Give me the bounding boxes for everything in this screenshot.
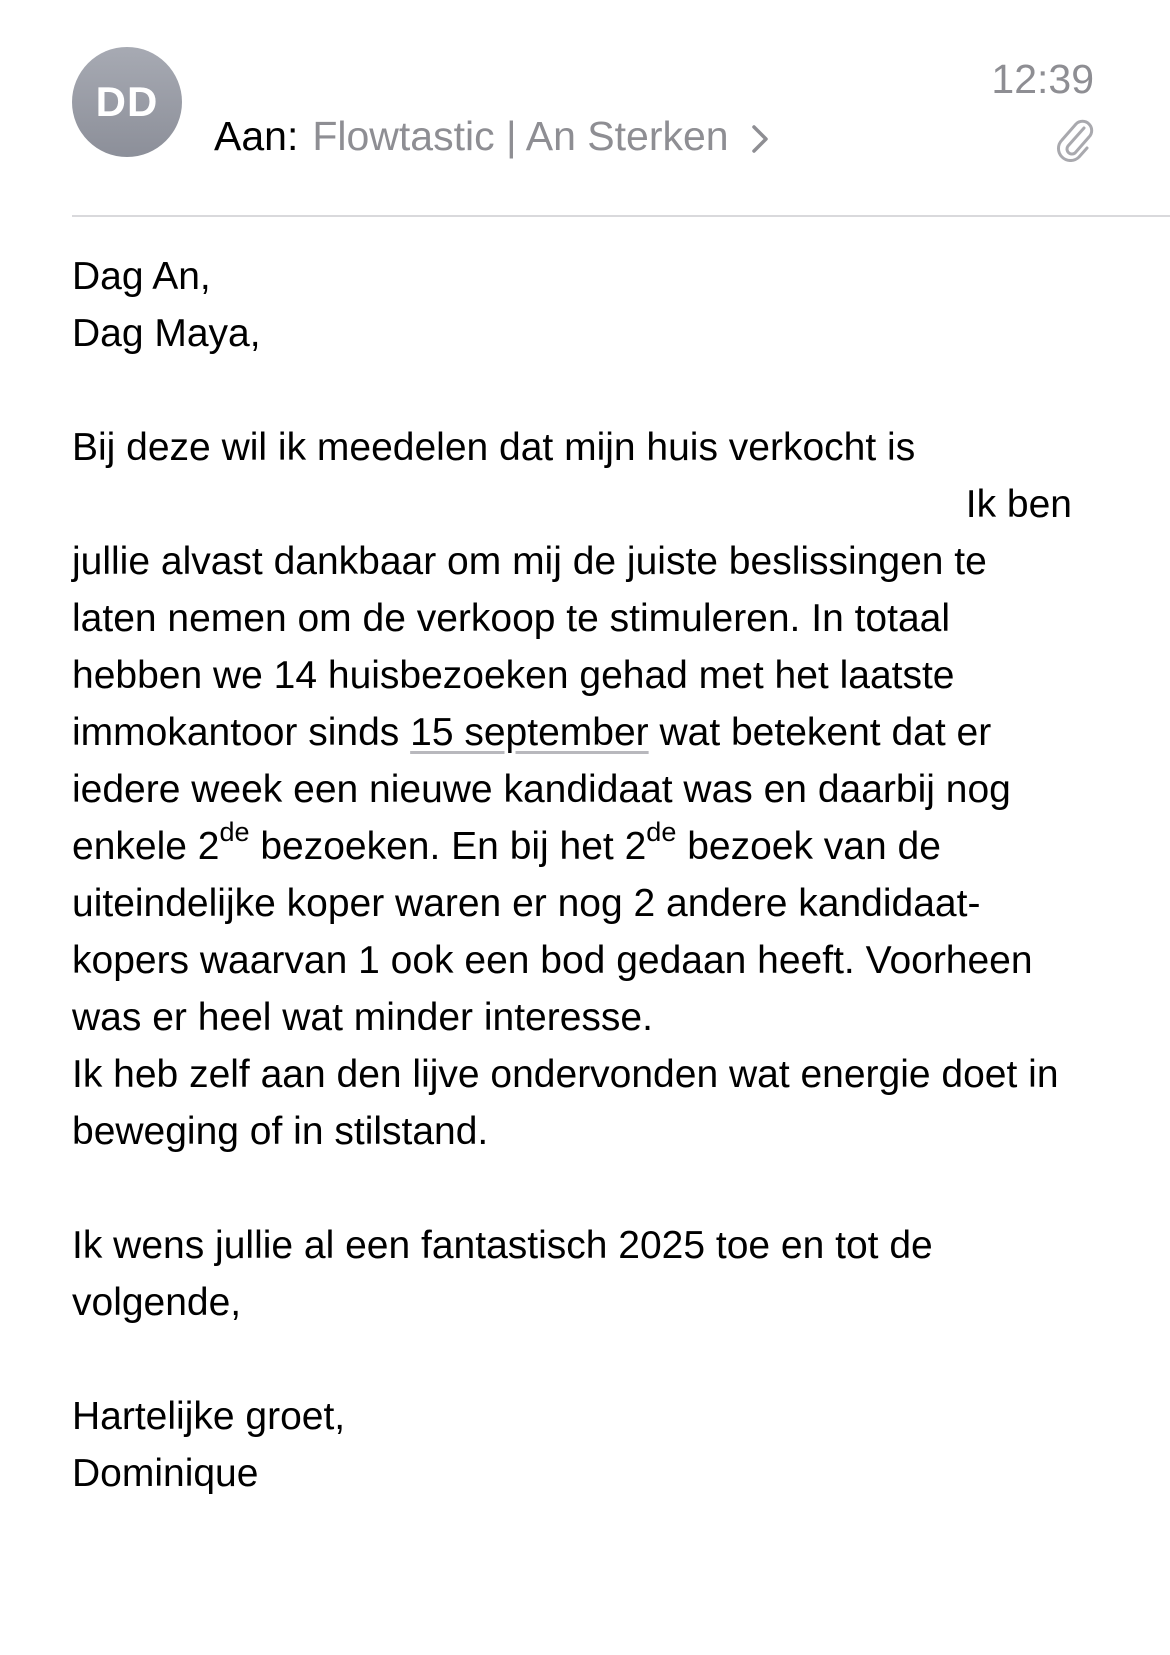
sender-avatar[interactable]	[72, 47, 182, 157]
message-body	[72, 248, 1072, 1502]
message-time: 12:39	[991, 56, 1094, 102]
to-label: Aan:	[214, 113, 299, 159]
paragraph-text: jullie alvast dankbaar om mij de juiste beslissingen te laten nemen om de verkoop te stimuleren. In totaal hebben we 14 huisbezoeken gehad met het laatste immokantoor sinds	[72, 540, 987, 754]
avatar-initials: DD	[95, 78, 159, 125]
paperclip-icon	[1056, 118, 1094, 162]
paragraph: Ik heb zelf aan den lijve ondervonden wat energie doet in beweging of in stilstand.	[72, 1053, 1059, 1153]
paragraph-line: Bij deze wil ik meedelen dat mijn huis verkocht is	[72, 426, 916, 469]
greeting-line: Dag Maya,	[72, 312, 261, 355]
paragraph-text: bezoek van de uiteindelijke koper waren er nog 2 andere kandidaat-kopers waarvan 1 ook een bod gedaan heeft. Voorheen was er heel wat minder interesse.	[72, 825, 1033, 1039]
paragraph: Ik wens jullie al een fantastisch 2025 toe en tot de volgende,	[72, 1224, 933, 1324]
paragraph-main	[72, 533, 1072, 1046]
header-divider	[72, 215, 1170, 217]
superscript: de	[219, 817, 250, 847]
greeting-line: Dag An,	[72, 255, 211, 298]
recipient-row[interactable]	[214, 113, 773, 160]
paragraph-line: Ik ben	[965, 483, 1072, 526]
paragraph-text: wat betekent dat er iedere week een nieuwe kandidaat was en daarbij nog enkele 2	[72, 711, 1011, 868]
date-link[interactable]: 15 september	[410, 711, 649, 754]
signature: Dominique	[72, 1452, 259, 1495]
recipient-name[interactable]: Flowtastic | An Sterken	[312, 113, 729, 159]
closing: Hartelijke groet,	[72, 1395, 346, 1438]
paragraph-text: bezoeken. En bij het 2	[260, 825, 647, 868]
chevron-right-icon[interactable]	[747, 117, 773, 147]
superscript: de	[646, 817, 677, 847]
